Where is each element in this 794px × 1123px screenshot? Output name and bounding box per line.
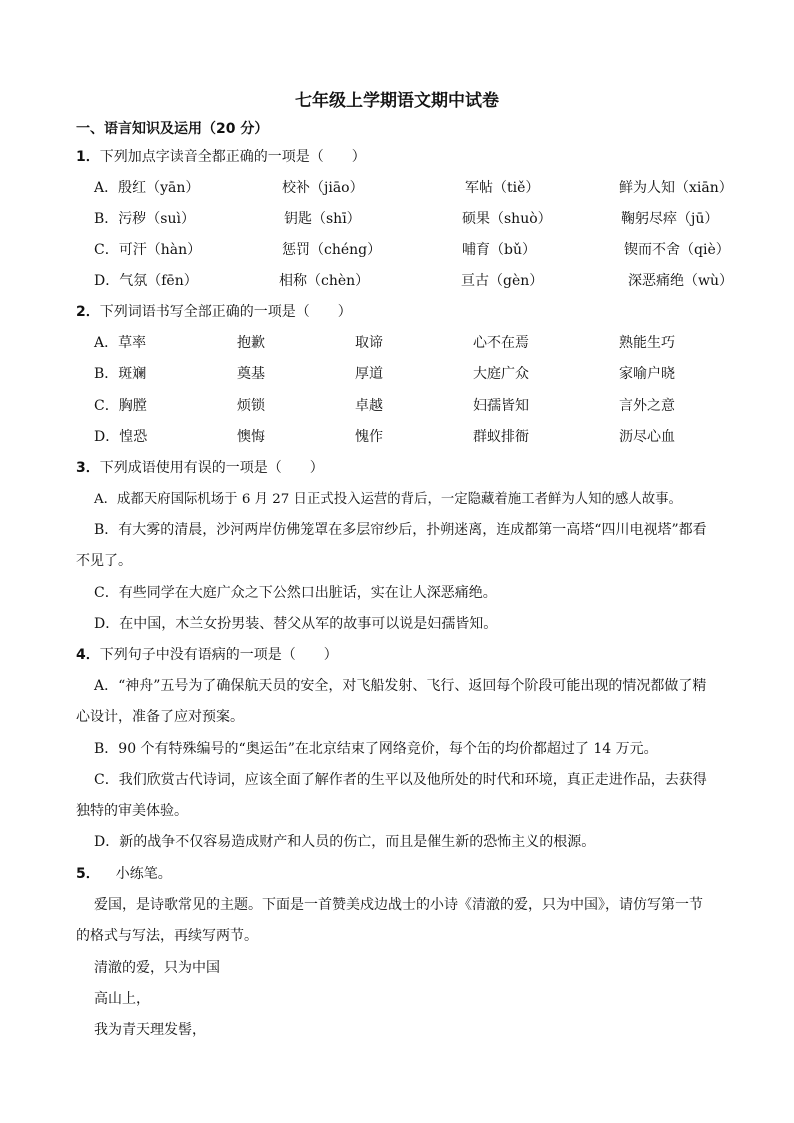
q4-option-b: B．90 个有特殊编号的“奥运缶”在北京结束了网络竞价，每个缶的均价都超过了 14 万元。	[94, 741, 658, 757]
option-item: 妇孺皆知	[473, 398, 529, 414]
option-item: 大庭广众	[473, 366, 529, 382]
q3-option-c: C．有些同学在大庭广众之下公然口出脏话，实在让人深恶痛绝。	[94, 585, 497, 601]
q4-option-c-cont: 独特的审美体验。	[76, 803, 188, 819]
q1-option-row-d	[0, 270, 794, 292]
option-item: 深恶痛绝（wù）	[628, 273, 733, 289]
option-item: 惩罚（chéng）	[282, 242, 382, 258]
q3-option-d: D．在中国，木兰女扮男装、替父从军的故事可以说是妇孺皆知。	[94, 616, 498, 632]
question-text: 小练笔。	[115, 866, 172, 882]
question-number: 2．	[76, 304, 100, 320]
question-number: 5．	[76, 866, 100, 882]
option-item: 厚道	[355, 366, 383, 382]
option-item: 卓越	[355, 398, 383, 414]
question-text: 下列加点字读音全都正确的一项是（ ）	[99, 149, 366, 165]
option-item: 群蚁排衙	[473, 429, 529, 445]
option-item: 言外之意	[619, 398, 675, 414]
option-item: C．胸膛	[94, 398, 147, 414]
question-2-stem	[76, 301, 352, 321]
option-item: 懊悔	[237, 429, 265, 445]
option-item: 鲜为人知（xiān）	[619, 180, 733, 196]
option-item: 熟能生巧	[619, 335, 675, 351]
section-heading: 一、语言知识及运用（20 分）	[76, 121, 269, 137]
option-item: 愧作	[355, 429, 383, 445]
q2-option-row-d	[0, 426, 794, 448]
option-item: 相称（chèn）	[279, 273, 370, 289]
option-item: 鞠躬尽瘁（jū）	[621, 211, 719, 227]
option-item: A．草率	[94, 335, 147, 351]
option-item: 锲而不舍（qiè）	[624, 242, 730, 258]
option-item: 奠基	[237, 366, 265, 382]
q4-option-d: D．新的战争不仅容易造成财产和人员的伤亡，而且是催生新的恐怖主义的根源。	[94, 834, 596, 850]
option-item: 哺育（bǔ）	[462, 242, 536, 258]
option-item: B．污秽（suì）	[94, 211, 195, 227]
option-item: D．气氛（fēn）	[94, 273, 198, 289]
q5-prompt-cont: 的格式与写法，再续写两节。	[76, 928, 258, 944]
option-item: 亘古（gèn）	[461, 273, 544, 289]
poem-title: 清澈的爱，只为中国	[94, 960, 220, 976]
option-item: D．惶恐	[94, 429, 148, 445]
q2-option-row-c	[0, 395, 794, 417]
option-item: 硕果（shuò）	[462, 211, 552, 227]
poem-line: 我为青天理发髻，	[94, 1022, 206, 1038]
q2-option-row-b	[0, 363, 794, 385]
option-item: 取谛	[355, 335, 383, 351]
page-title: 七年级上学期语文期中试卷	[295, 91, 499, 111]
q5-prompt: 爱国，是诗歌常见的主题。下面是一首赞美戍边战士的小诗《清澈的爱，只为中国》，请仿写第一节	[94, 897, 703, 913]
option-item: B．斑斓	[94, 366, 147, 382]
option-item: 钥匙（shī）	[284, 211, 361, 227]
option-item: 校补（jiāo）	[282, 180, 364, 196]
q3-option-b-cont: 不见了。	[76, 553, 132, 569]
q3-option-b: B．有大雾的清晨，沙河两岸仿佛笼罩在多层帘纱后，扑朔迷离，连成都第一高塔“四川电视塔”都看	[94, 522, 707, 538]
option-item: 沥尽心血	[619, 429, 675, 445]
question-5-stem	[76, 863, 172, 883]
option-item: 烦锁	[237, 398, 265, 414]
question-4-stem	[76, 644, 338, 664]
question-number: 3．	[76, 460, 100, 476]
question-number: 4．	[76, 647, 100, 663]
option-item: A．殷红（yān）	[94, 180, 200, 196]
option-item: C．可汗（hàn）	[94, 242, 202, 258]
q2-option-row-a	[0, 332, 794, 354]
question-1-stem	[76, 146, 366, 166]
question-3-stem	[76, 457, 324, 477]
question-text: 下列句子中没有语病的一项是（ ）	[99, 647, 338, 663]
q1-option-row-c	[0, 239, 794, 261]
question-number: 1．	[76, 149, 100, 165]
option-item: 家喻户晓	[619, 366, 675, 382]
q1-option-row-a	[0, 177, 794, 199]
q4-option-a: A．“神舟”五号为了确保航天员的安全，对飞船发射、飞行、返回每个阶段可能出现的情况都做了精	[94, 678, 707, 694]
question-text: 下列成语使用有误的一项是（ ）	[99, 460, 324, 476]
q4-option-c: C．我们欣赏古代诗词，应该全面了解作者的生平以及他所处的时代和环境，真正走进作品，去获得	[94, 772, 707, 788]
q3-option-a: A．成都天府国际机场于 6 月 27 日正式投入运营的背后，一定隐藏着施工者鲜为人知的感人故事。	[94, 492, 682, 507]
poem-line: 高山上，	[94, 991, 150, 1007]
q1-option-row-b	[0, 208, 794, 230]
option-item: 军帖（tiě）	[465, 180, 540, 196]
option-item: 抱歉	[237, 335, 265, 351]
q4-option-a-cont: 心设计，准备了应对预案。	[76, 709, 244, 725]
question-text: 下列词语书写全部正确的一项是（ ）	[99, 304, 352, 320]
option-item: 心不在焉	[473, 335, 529, 351]
